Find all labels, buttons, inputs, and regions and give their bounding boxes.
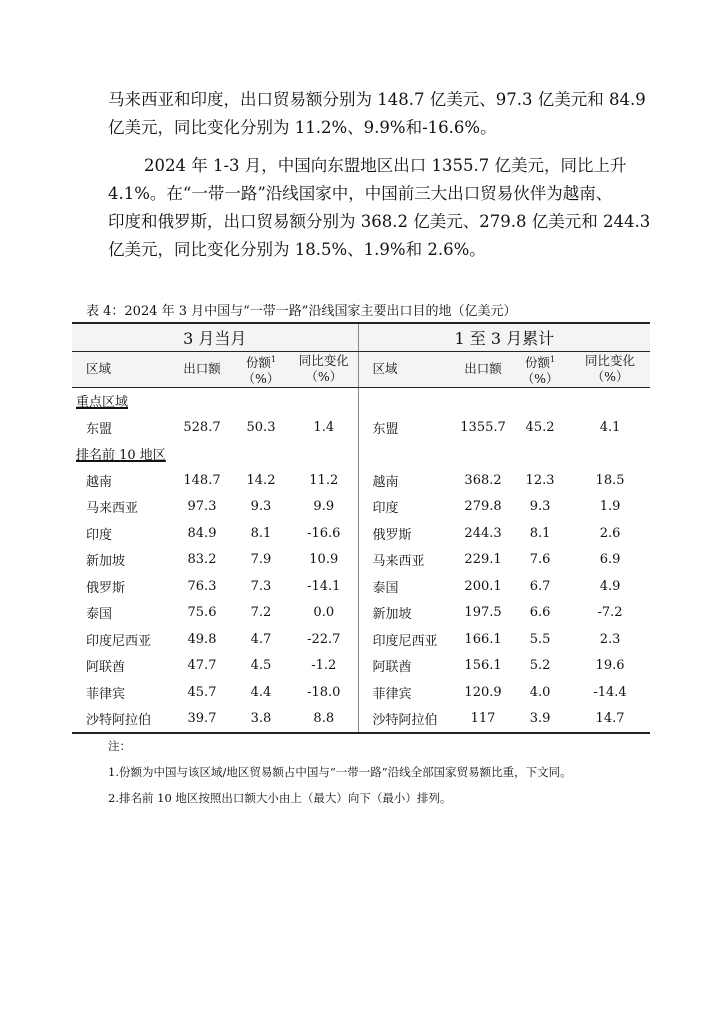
- table-cell: 7.9: [250, 552, 272, 568]
- notes-label: 注：: [108, 739, 131, 753]
- table-cell: -14.4: [593, 684, 627, 700]
- text-line: 2024 年 1-3 月，中国向东盟地区出口 1355.7 亿美元，同比上升: [144, 156, 627, 175]
- table-row: [72, 520, 650, 547]
- text-line: 马来西亚和印度，出口贸易额分别为 148.7 亿美元、97.3 亿美元和 84.9: [108, 90, 646, 109]
- table-cell: 49.8: [187, 631, 217, 647]
- table-row: 东盟 528.7 50.3 1.4 东盟 1355.7 45.2 4.1: [72, 414, 650, 441]
- col-yoy: 同比变化 （%）: [290, 351, 358, 387]
- text-line: 亿美元，同比变化分别为 11.2%、9.9%和-16.6%。: [108, 118, 497, 137]
- table-cell: 菲律宾: [86, 686, 126, 702]
- table-cell: -22.7: [290, 626, 358, 653]
- table-cell: -14.1: [290, 573, 358, 600]
- table-cell: 8.8: [290, 706, 358, 734]
- table-cell: 75.6: [187, 605, 217, 621]
- table-cell: 泰国: [86, 607, 113, 623]
- table-row: [72, 653, 650, 680]
- table-cell: 俄罗斯: [372, 527, 412, 543]
- table-cell: 7.3: [250, 578, 272, 594]
- table-group-header: [72, 323, 650, 351]
- col-share: 份额$^1$ （%）: [510, 351, 570, 387]
- table-cell: 印度尼西亚: [372, 633, 438, 649]
- section-label: 排名前 10 地区: [76, 448, 166, 464]
- table-cell: 3.9: [510, 706, 570, 734]
- table-cell: -7.2: [597, 605, 623, 621]
- table-cell: 14.7: [570, 706, 650, 734]
- table-cell: 越南: [372, 474, 399, 490]
- table-cell: 97.3: [187, 499, 217, 515]
- col-export: 出口额: [456, 351, 510, 387]
- col-share: 份额$^1$ （%）: [232, 351, 290, 387]
- paragraph-2: [108, 152, 651, 264]
- table-cell: 沙特阿拉伯: [72, 706, 172, 734]
- table-body: [72, 467, 650, 733]
- col-region: 区域: [358, 351, 456, 387]
- section-label: 重点区域: [76, 395, 129, 411]
- section-key-regions: [72, 387, 650, 414]
- table-cell: 阿联酋: [86, 660, 126, 676]
- col-region: 区域: [72, 351, 172, 387]
- section-top10: [72, 441, 650, 468]
- text-line: 亿美元，同比变化分别为 18.5%、1.9%和 2.6%。: [108, 240, 486, 259]
- table-cell: 229.1: [464, 552, 502, 568]
- text-line: 印度和俄罗斯，出口贸易额分别为 368.2 亿美元、279.8 亿美元和 244.3: [108, 212, 651, 231]
- table-cell: 8.1: [529, 525, 551, 541]
- table-cell: 7.6: [529, 552, 551, 568]
- table-cell: 9.3: [529, 499, 551, 515]
- table-cell: 244.3: [464, 525, 502, 541]
- table-cell: 6.9: [599, 552, 621, 568]
- table-cell: 马来西亚: [372, 554, 425, 570]
- table-cell: 菲律宾: [372, 686, 412, 702]
- table-cell: 4.7: [250, 631, 272, 647]
- group-header-cumulative: 1 至 3 月累计: [358, 323, 650, 351]
- table-cell: 14.2: [246, 472, 276, 488]
- table-row: [72, 494, 650, 521]
- table-cell: 4.0: [529, 684, 551, 700]
- table-cell: 泰国: [372, 580, 399, 596]
- table-cell: 12.3: [525, 472, 555, 488]
- table-cell: 9.3: [250, 499, 272, 515]
- table-cell: 8.1: [250, 525, 272, 541]
- table-cell: 印度尼西亚: [86, 633, 152, 649]
- table-cell: -18.0: [290, 679, 358, 706]
- table-row: [72, 573, 650, 600]
- table-cell: 197.5: [464, 605, 502, 621]
- table-cell: 6.7: [529, 578, 551, 594]
- table-cell: 印度: [372, 501, 399, 517]
- table-row: [72, 626, 650, 653]
- table-cell: 5.5: [529, 631, 551, 647]
- table-cell: 148.7: [183, 472, 221, 488]
- table-cell: 越南: [86, 474, 113, 490]
- table-cell: 1.9: [599, 499, 621, 515]
- text-line: 4.1%。在“一带一路”沿线国家中，中国前三大出口贸易伙伴为越南、: [108, 184, 613, 203]
- table-cell: 7.2: [250, 605, 272, 621]
- table-cell: 10.9: [290, 547, 358, 574]
- table-row: [72, 679, 650, 706]
- table-cell: 4.5: [250, 658, 272, 674]
- table-cell: -1.2: [290, 653, 358, 680]
- table-cell: 6.6: [529, 605, 551, 621]
- table-cell: 印度: [86, 527, 113, 543]
- note-1: 1.份额为中国与该区域/地区贸易额占中国与“一带一路”沿线全部国家贸易额比重，下文同。: [108, 765, 572, 779]
- table-cell: 阿联酋: [372, 660, 412, 676]
- table-cell: 45.7: [187, 684, 217, 700]
- table-cell: 84.9: [187, 525, 217, 541]
- table-cell: 156.1: [464, 658, 502, 674]
- export-table: [72, 322, 650, 734]
- table-cell: 3.8: [232, 706, 290, 734]
- table-cell: 2.6: [599, 525, 621, 541]
- table-cell: 沙特阿拉伯: [358, 706, 456, 734]
- table-cell: 0.0: [290, 600, 358, 627]
- table-cell: 4.9: [599, 578, 621, 594]
- table-cell: 166.1: [464, 631, 502, 647]
- col-yoy: 同比变化 （%）: [570, 351, 650, 387]
- table-cell: 47.7: [187, 658, 217, 674]
- table-cell: 117: [456, 706, 510, 734]
- table-row: [72, 467, 650, 494]
- table-cell: 新加坡: [86, 554, 126, 570]
- table-cell: 2.3: [599, 631, 621, 647]
- table-cell: 11.2: [290, 467, 358, 494]
- table-cell: 俄罗斯: [86, 580, 126, 596]
- table-cell: 368.2: [464, 472, 502, 488]
- table-caption: 表 4：2024 年 3 月中国与“一带一路”沿线国家主要出口目的地（亿美元）: [86, 304, 517, 319]
- table-cell: 9.9: [290, 494, 358, 521]
- table-cell: 19.6: [595, 658, 625, 674]
- table-row: [72, 600, 650, 627]
- note-2: 2.排名前 10 地区按照出口额大小由上（最大）向下（最小）排列。: [108, 791, 452, 805]
- table-cell: 200.1: [464, 578, 502, 594]
- group-header-month: 3 月当月: [72, 323, 358, 351]
- table-cell: 279.8: [464, 499, 502, 515]
- table-cell: 120.9: [464, 684, 502, 700]
- table-row: [72, 706, 650, 734]
- table-cell: 4.4: [250, 684, 272, 700]
- col-export: 出口额: [172, 351, 232, 387]
- table-cell: 76.3: [187, 578, 217, 594]
- table-cell: 5.2: [529, 658, 551, 674]
- table-cell: 18.5: [595, 472, 625, 488]
- table-cell: -16.6: [290, 520, 358, 547]
- table-row: [72, 547, 650, 574]
- paragraph-1: [108, 86, 646, 142]
- table-cell: 马来西亚: [86, 501, 139, 517]
- table-cell: 新加坡: [372, 607, 412, 623]
- table-cell: 83.2: [187, 552, 217, 568]
- table-column-header: [72, 351, 650, 387]
- table-cell: 39.7: [172, 706, 232, 734]
